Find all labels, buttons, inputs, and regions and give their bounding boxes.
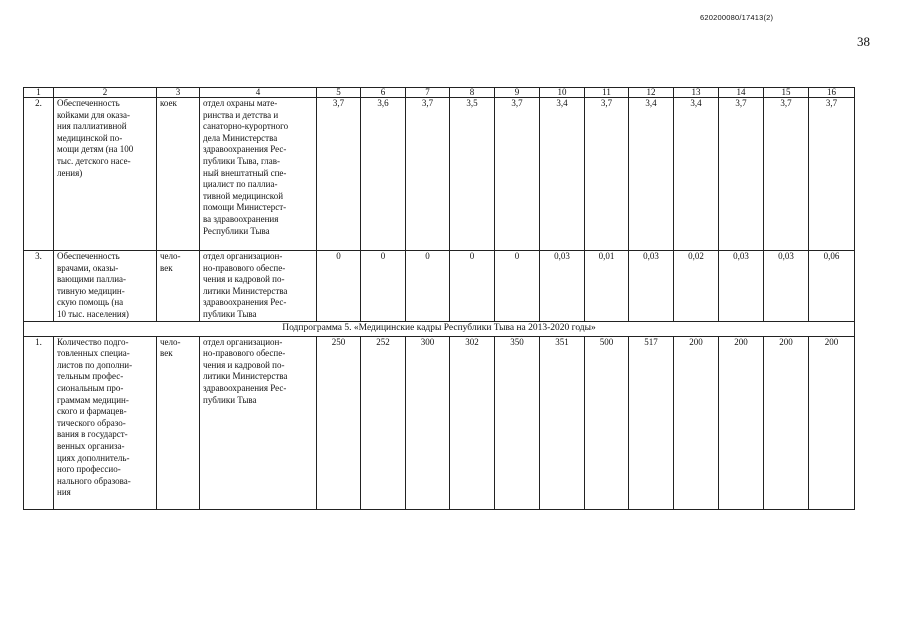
value-cell: 0,03 [764,251,809,322]
value-cell: 252 [361,336,406,509]
value-cell: 300 [406,336,450,509]
page-number: 38 [857,34,870,49]
value-cell: 0 [406,251,450,322]
column-number: 8 [450,88,495,98]
value-cell: 517 [629,336,674,509]
table-row [24,336,855,509]
value-cell: 200 [764,336,809,509]
responsible-executor: отдел организацион- но-правового обеспе- чения и кадровой по- литики Министерства здравоохранения Рес- публики Тыва [200,336,317,509]
value-cell: 3,4 [540,98,585,251]
row-number: 3. [24,251,54,322]
value-cell: 200 [719,336,764,509]
value-cell: 250 [317,336,361,509]
column-number: 9 [495,88,540,98]
value-cell: 0,06 [809,251,855,322]
value-cell: 3,7 [809,98,855,251]
column-number: 7 [406,88,450,98]
table-row [24,251,855,322]
indicator-name: Количество подго- товленных специа- листов по дополни- тельным профес- сиональным про- граммам медицин- ского и фармацев- тического образо- вания в государст- венных организа- циях дополнитель- ного профессио- нального образова- ния [54,336,157,509]
unit-of-measure: чело- век [157,251,200,322]
column-number: 16 [809,88,855,98]
unit-of-measure: коек [157,98,200,251]
column-number: 13 [674,88,719,98]
value-cell: 0 [361,251,406,322]
row-number: 1. [24,336,54,509]
indicator-name: Обеспеченность врачами, оказы- вающими паллиа- тивную медицин- скую помощь (на 10 тыс. населения) [54,251,157,322]
subprogram-row [24,321,855,336]
responsible-executor: отдел охраны мате- ринства и детства и санаторно-курортного дела Министерства здравоохранения Рес- публики Тыва, глав- ный внештатный спе- циалист по паллиа- тивной медицинской помощи Министерст- ва здравоохранения Республики Тыва [200,98,317,251]
value-cell: 3,4 [674,98,719,251]
value-cell: 3,4 [629,98,674,251]
table-row [24,98,855,251]
value-cell: 0,03 [719,251,764,322]
column-number: 4 [200,88,317,98]
value-cell: 0 [317,251,361,322]
document-id: 620200080/17413(2) [700,13,774,22]
value-cell: 3,7 [585,98,629,251]
value-cell: 0 [450,251,495,322]
column-number: 12 [629,88,674,98]
column-number: 3 [157,88,200,98]
column-number: 1 [24,88,54,98]
value-cell: 3,5 [450,98,495,251]
value-cell: 350 [495,336,540,509]
indicator-name: Обеспеченность койками для оказа- ния паллиативной медицинской по- мощи детям (на 100 тыс. детского насе- ления) [54,98,157,251]
responsible-executor: отдел организацион- но-правового обеспе- чения и кадровой по- литики Министерства здравоохранения Рес- публики Тыва [200,251,317,322]
value-cell: 200 [809,336,855,509]
value-cell: 3,7 [406,98,450,251]
value-cell: 3,7 [719,98,764,251]
value-cell: 0,02 [674,251,719,322]
column-number: 11 [585,88,629,98]
row-number: 2. [24,98,54,251]
value-cell: 0,03 [540,251,585,322]
value-cell: 0,03 [629,251,674,322]
unit-of-measure: чело- век [157,336,200,509]
subprogram-title: Подпрограмма 5. «Медицинские кадры Республики Тыва на 2013-2020 годы» [24,321,855,336]
value-cell: 351 [540,336,585,509]
column-number: 10 [540,88,585,98]
value-cell: 302 [450,336,495,509]
value-cell: 3,6 [361,98,406,251]
value-cell: 0 [495,251,540,322]
value-cell: 3,7 [495,98,540,251]
column-number: 2 [54,88,157,98]
value-cell: 0,01 [585,251,629,322]
column-number: 5 [317,88,361,98]
value-cell: 500 [585,336,629,509]
value-cell: 200 [674,336,719,509]
column-number: 15 [764,88,809,98]
indicators-table [23,87,855,510]
column-number: 6 [361,88,406,98]
column-number: 14 [719,88,764,98]
value-cell: 3,7 [317,98,361,251]
value-cell: 3,7 [764,98,809,251]
column-number-row [24,88,855,98]
